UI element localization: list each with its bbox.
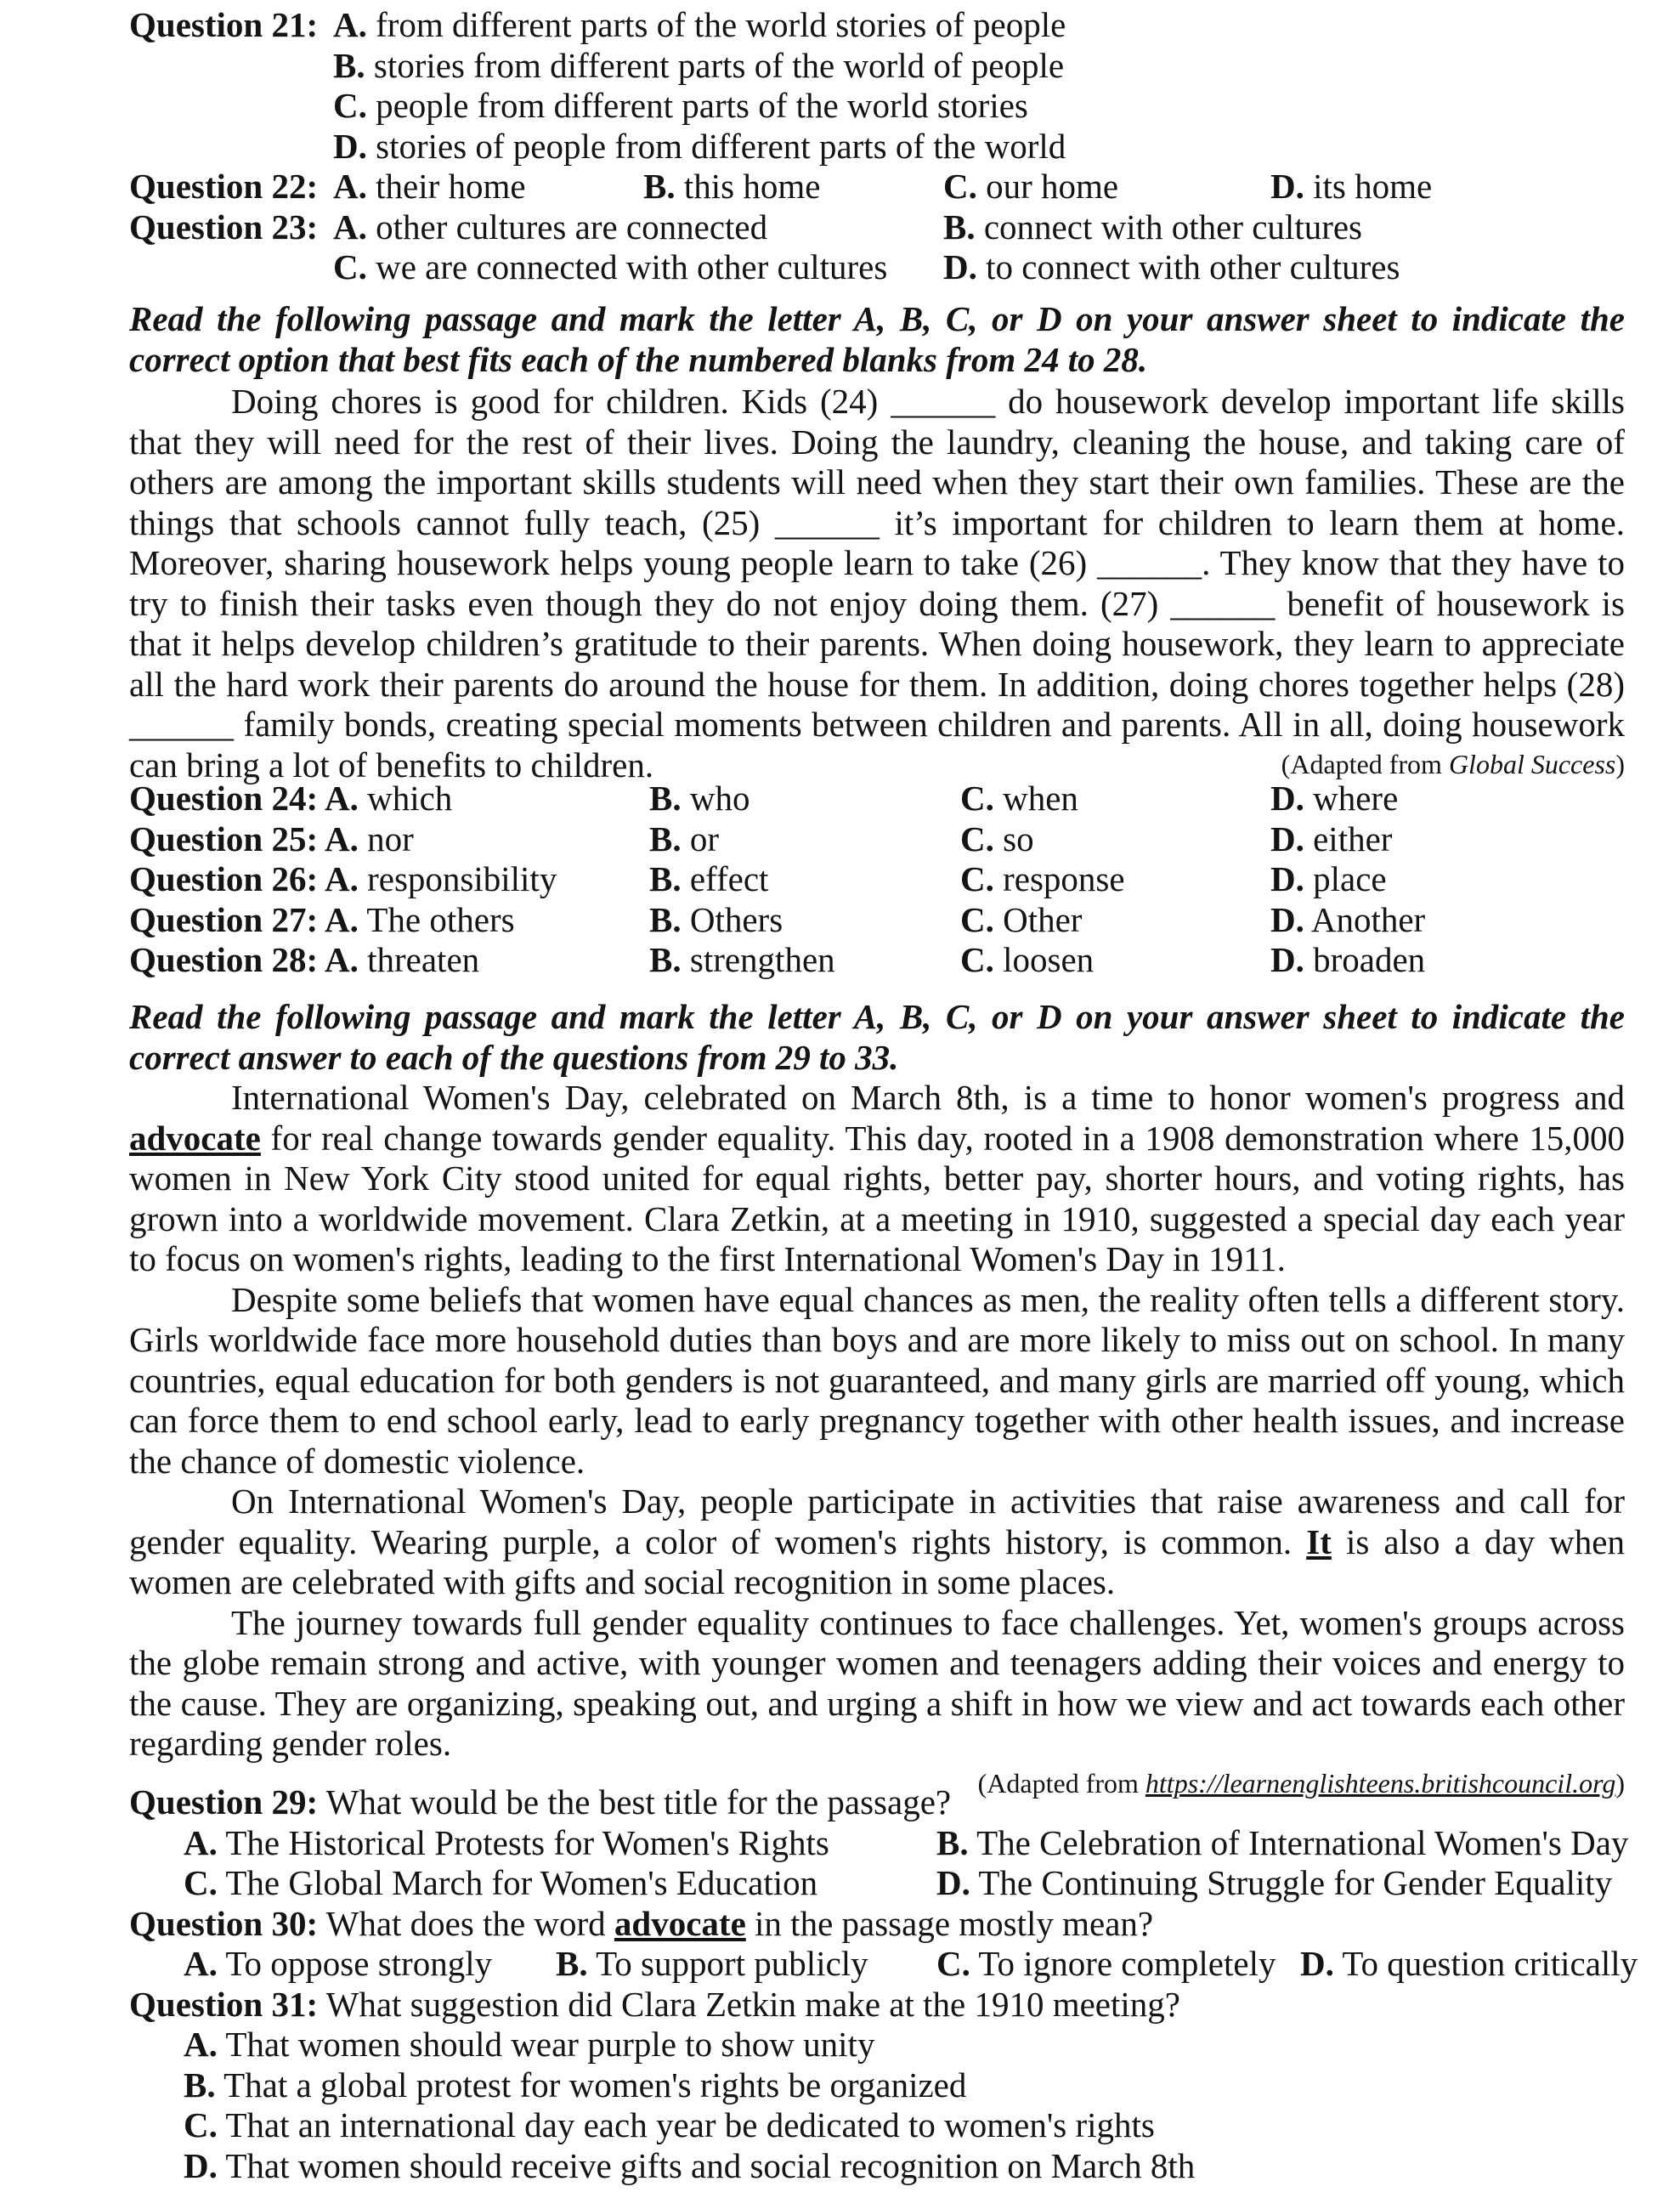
q21-option-a[interactable]: A. from different parts of the world stories of people — [333, 5, 1066, 44]
q24-option-c[interactable]: C. when — [960, 779, 1078, 818]
q22-option-b[interactable]: B. this home — [643, 167, 821, 206]
q31-option-c[interactable]: C. That an international day each year be dedicated to women's rights — [184, 2105, 1155, 2144]
q30-stem-row — [129, 1904, 1625, 1945]
q29-stem: Question 29: What would be the best title for the passage? — [129, 1782, 952, 1821]
q24-option-d[interactable]: D. where — [1270, 779, 1399, 818]
q23-label: Question 23: — [129, 207, 319, 246]
highlighted-word-advocate: advocate — [129, 1118, 261, 1158]
q30-row — [129, 1944, 1638, 1985]
q28-option-a[interactable]: A. threaten — [325, 940, 480, 979]
q27-option-a[interactable]: A. The others — [325, 899, 515, 939]
questions-21-23 — [129, 5, 1625, 288]
instruction-text-2: Read the following passage and mark the letter A, B, C, or D on your answer sheet to indicate the correct answer to each of the questions from 29 to 33. — [129, 997, 1625, 1077]
q26-option-b[interactable]: B. effect — [649, 859, 769, 898]
q27-row — [129, 900, 1625, 941]
passage-paragraph-1: International Women's Day, celebrated on March 8th, is a time to honor women's progress and advocate for real change towards gender equality. This day, rooted in a 1908 demonstration where 15,000 women in New York City stood united for equal rights, better pay, shorter hours, and voting rights, has grown into a worldwide movement. Clara Zetkin, at a meeting in 1910, suggested a special day each year to focus on women's rights, leading to the first International Women's Day in 1911. — [129, 1078, 1625, 1278]
passage-cloze-text: Doing chores is good for children. Kids (24) ______ do housework develop important life skills that they will need for the rest of their lives. Doing the laundry, cleaning the house, and taking care of others are among the important skills students will need when they start their own families. These are the things that schools cannot fully teach, (25) ______ it’s important for children to learn them at home. Moreover, sharing housework helps young people learn to take (26) ______. They know that they have to try to finish their tasks even though they do not enjoy doing them. (27) ______ benefit of housework is that it helps develop children’s gratitude to their parents. When doing housework, they learn to appreciate all the hard work their parents do around the house for them. In addition, doing chores together helps (28) ______ family bonds, creating special moments between children and parents. All in all, doing housework can bring a lot of benefits to children. — [129, 382, 1625, 785]
q22-option-c[interactable]: C. our home — [943, 167, 1119, 206]
q21-option-b[interactable]: B. stories from different parts of the world of people — [333, 45, 1065, 85]
q31-option-a[interactable]: A. That women should wear purple to show unity — [184, 2025, 875, 2064]
q30-option-d[interactable]: D. To question critically — [1300, 1944, 1638, 1983]
passage-paragraph-4: The journey towards full gender equality continues to face challenges. Yet, women's groups across the globe remain strong and active, with younger women and teenagers adding their voices and energy to the cause. They are organizing, speaking out, and urging a shift in how we view and act towards each other regarding gender roles. — [129, 1602, 1625, 1763]
q25-row — [129, 819, 1625, 860]
q24-row — [129, 779, 1625, 819]
q21-row-d — [129, 127, 1625, 167]
q31-option-d[interactable]: D. That women should receive gifts and social recognition on March 8th — [184, 2145, 1196, 2185]
q28-option-d[interactable]: D. broaden — [1270, 940, 1426, 979]
passage-paragraph-2: Despite some beliefs that women have equal chances as men, the reality often tells a different story. Girls worldwide face more household duties than boys and are more likely to miss out on school. In many countries, equal education for both genders is not guaranteed, and many girls are married off young, which can force them to end school early, lead to early pregnancy together with other health issues, and increase the chance of domestic violence. — [129, 1279, 1625, 1481]
q27-option-c[interactable]: C. Other — [960, 899, 1083, 939]
q25-option-c[interactable]: C. so — [960, 819, 1034, 858]
q26-row — [129, 859, 1625, 900]
q26-option-d[interactable]: D. place — [1270, 859, 1387, 898]
q27-option-b[interactable]: B. Others — [649, 899, 783, 939]
passage-cloze — [129, 382, 1625, 785]
q29-option-a[interactable]: A. The Historical Protests for Women's Rights — [184, 1822, 829, 1862]
q28-row — [129, 940, 1625, 981]
q30-option-a[interactable]: A. To oppose strongly — [184, 1944, 493, 1983]
q21-option-c[interactable]: C. people from different parts of the world stories — [333, 86, 1028, 125]
q26-option-c[interactable]: C. response — [960, 859, 1125, 898]
q29-stem-row — [129, 1782, 1625, 1823]
q29-row-cd — [129, 1863, 1625, 1904]
q24-option-b[interactable]: B. who — [649, 779, 750, 818]
q23-option-c[interactable]: C. we are connected with other cultures — [333, 247, 888, 286]
q31-stem-row — [129, 1985, 1625, 2025]
q31-option-b[interactable]: B. That a global protest for women's rights be organized — [184, 2065, 967, 2105]
q29-option-c[interactable]: C. The Global March for Women's Education — [184, 1863, 818, 1902]
q22-row — [129, 167, 1625, 207]
instruction-29-33 — [129, 997, 1625, 1078]
q23-option-a[interactable]: A. other cultures are connected — [333, 207, 768, 246]
passage-cloze-source: (Adapted from Global Success) — [1281, 749, 1625, 779]
q25-option-d[interactable]: D. either — [1270, 819, 1393, 858]
q29-option-b[interactable]: B. The Celebration of International Women's Day — [936, 1822, 1629, 1862]
q21-option-d[interactable]: D. stories of people from different parts of the world — [333, 126, 1066, 166]
q30-option-b[interactable]: B. To support publicly — [556, 1944, 868, 1983]
highlighted-word-it: It — [1306, 1521, 1332, 1561]
q29-option-d[interactable]: D. The Continuing Struggle for Gender Equality — [936, 1863, 1613, 1902]
q25-option-b[interactable]: B. or — [649, 819, 720, 858]
q29-row-ab — [129, 1822, 1629, 1864]
q23-option-b[interactable]: B. connect with other cultures — [943, 207, 1363, 246]
passage-reading — [129, 1078, 1625, 1802]
q22-option-a[interactable]: A. their home — [333, 167, 526, 206]
q21-row-b — [129, 46, 1625, 87]
q21-row-a — [129, 5, 1625, 46]
q25-label: Question 25: — [129, 819, 319, 858]
q31-row-a — [129, 2025, 1625, 2065]
questions-29-31 — [129, 1782, 1638, 2186]
q31-row-c — [129, 2105, 1625, 2146]
source-link[interactable]: https://learnenglishteens.britishcouncil.org — [1145, 1767, 1616, 1799]
q31-stem: Question 31: What suggestion did Clara Zetkin make at the 1910 meeting? — [129, 1984, 1180, 2024]
q28-option-b[interactable]: B. strengthen — [649, 940, 835, 979]
q25-option-a[interactable]: A. nor — [325, 819, 414, 858]
q23-row-ab — [129, 207, 1625, 248]
q26-option-a[interactable]: A. responsibility — [325, 859, 557, 898]
q23-option-d[interactable]: D. to connect with other cultures — [943, 247, 1400, 286]
q31-row-d — [129, 2146, 1625, 2187]
q26-label: Question 26: — [129, 859, 319, 898]
q24-label: Question 24: — [129, 779, 319, 818]
q21-row-c — [129, 86, 1625, 127]
passage-reading-source: (Adapted from https://learnenglishteens.britishcouncil.org) — [977, 1767, 1625, 1799]
q28-label: Question 28: — [129, 940, 319, 979]
q30-stem: Question 30: What does the word advocate in the passage mostly mean? — [129, 1903, 1154, 1943]
q28-option-c[interactable]: C. loosen — [960, 940, 1095, 979]
questions-24-28 — [129, 779, 1625, 981]
instruction-24-28 — [129, 299, 1625, 380]
q31-row-b — [129, 2065, 1625, 2106]
q30-option-c[interactable]: C. To ignore completely — [936, 1944, 1276, 1983]
q27-label: Question 27: — [129, 899, 319, 939]
passage-paragraph-3: On International Women's Day, people participate in activities that raise awareness and call for gender equality. Wearing purple, a color of women's rights history, is common. It is also a day when women are celebrated with gifts and social recognition in some places. — [129, 1481, 1625, 1601]
q22-label: Question 22: — [129, 167, 319, 206]
q23-row-cd — [129, 247, 1625, 288]
instruction-text: Read the following passage and mark the letter A, B, C, or D on your answer sheet to indicate the correct option that best fits each of the numbered blanks from 24 to 28. — [129, 299, 1625, 379]
q24-option-a[interactable]: A. which — [325, 779, 453, 818]
q21-label: Question 21: — [129, 5, 319, 44]
q27-option-d[interactable]: D. Another — [1270, 899, 1426, 939]
q22-option-d[interactable]: D. its home — [1270, 167, 1433, 206]
